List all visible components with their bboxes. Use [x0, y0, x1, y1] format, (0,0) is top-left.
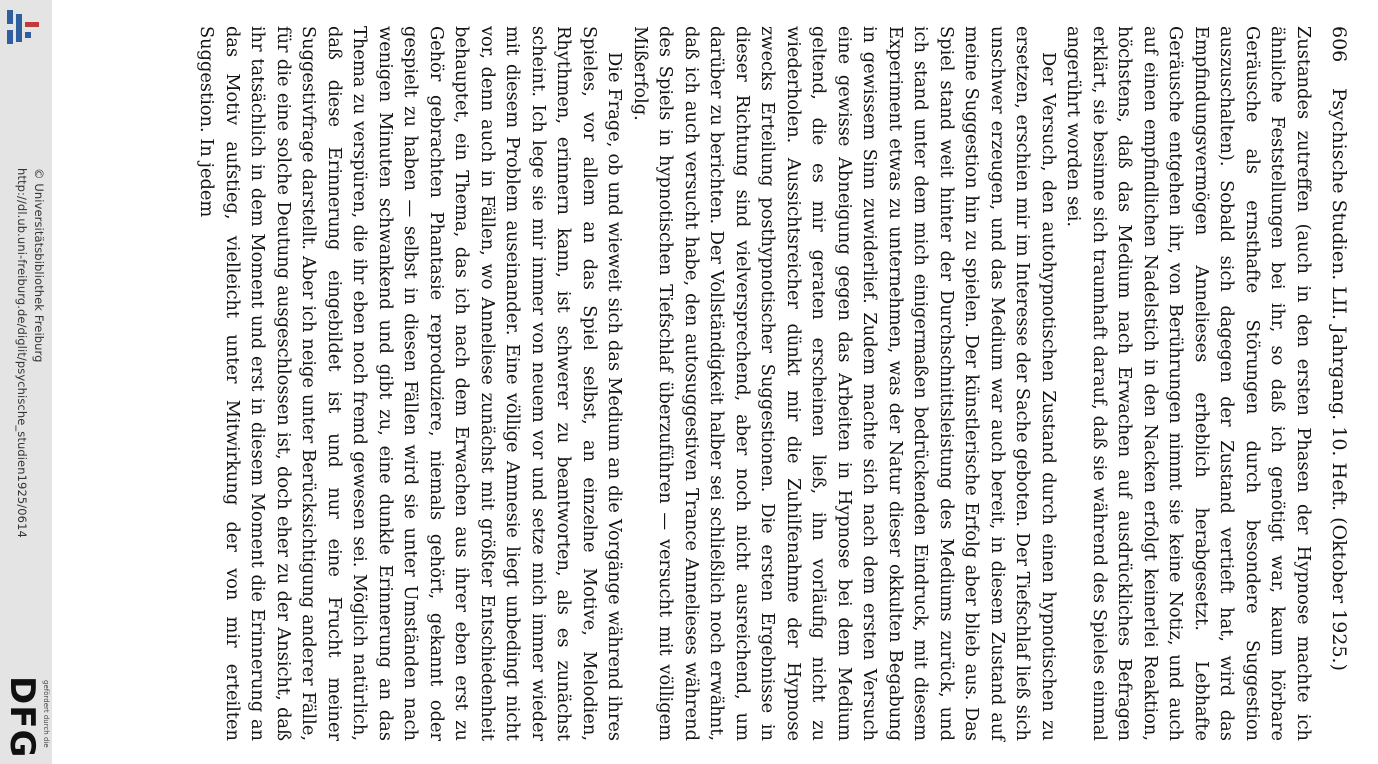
running-title: Psychische Studien. LII. Jahrgang. 10. Heft. (Oktober 1925.) — [1328, 88, 1350, 671]
copyright-text: © Universitätsbibliothek Freiburg — [32, 168, 46, 363]
dfg-logo-text: DFG — [2, 676, 42, 759]
funder-logo — [0, 644, 52, 764]
funder-caption: gefördert durch die — [42, 680, 50, 748]
page-content — [70, 26, 1350, 741]
paragraph-1: Zustandes zutreffen (auch in den ersten Phasen der Hypnose machte ich ähnliche Feststellungen bei ihr, so daß ich genötigt war, kaum hörbare Geräusche als ernsthafte Störungen durch besondere Suggestion auszuschalten). Sobald sich dagegen der Zustand vertieft hat, wird das Empfindungsvermögen Annelieses erheblich herabgesetzt. Lebhafte Geräusche entgehen ihr, von Berührungen nimmt sie keine Notiz, und auch auf einen empfindlichen Nadelstich in den Nacken erfolgt keinerlei Reaktion, höchstens, daß das Medium nach Erwachen auf ausdrückliches Befragen erklärt, sie besinne sich traumhaft darauf, daß sie während des Spieles einmal angerührt worden sei. — [1063, 26, 1314, 741]
paragraph-3: Die Frage, ob und wieweit sich das Medium an die Vorgänge während ihres Spieles, vor allem an das Spiel selbst, an einzelne Motive, Melodien, Rhythmen, erinnern kann, ist schwerer zu beantworten, als es zunächst scheint. Ich lege sie mir immer von neuem vor und setze mich immer wieder mit diesem Problem auseinander. Eine völlige Amnesie liegt unbedingt nicht vor, denn auch in Fällen, wo Anneliese zunächst mit größter Entschiedenheit behauptet, ein Thema, das ich nach dem Erwachen aus ihrer eben erst zu Gehör gebrachten Phantasie reproduziere, niemals gehört, gekannt oder gespielt zu haben — selbst in diesen Fällen wird sie unter Umständen nach wenigen Minuten schwankend und gibt zu, eine dunkle Erinnerung an das Thema zu verspüren, die ihr eben noch fremd gewesen sei. Möglich natürlich, daß diese Erinnerung eingebildet ist und nur eine Frucht meiner Suggestivfrage darstellt. Aber ich neige unter Berücksichtigung anderer Fälle, für die eine solche Deutung ausgeschlossen ist, doch eher zu der Ansicht, daß ihr tatsächlich in dem Moment und erst in diesem Moment die Erinnerung an das Motiv aufstieg, vielleicht unter Mitwirkung der von mir erteilten Suggestion. In jedem — [196, 26, 626, 741]
page-number: 606 — [1328, 26, 1350, 63]
library-sidebar — [0, 0, 52, 764]
scanned-page — [52, 0, 1378, 764]
source-url[interactable]: http://dl.ub.uni-freiburg.de/diglit/psychische_studien1925/0614 — [15, 168, 29, 538]
body-text — [194, 26, 1316, 741]
paragraph-2: Der Versuch, den autohypnotischen Zustand durch einen hypnotischen zu ersetzen, erschien mir im Interesse der Sache geboten. Der Tiefschlaf ließ sich unschwer erzeugen, und das Medium war auch bereit, in diesem Zustand auf meine Suggestion hin zu spielen. Der künstlerische Erfolg aber blieb aus. Das Spiel stand weit hinter der Durchschnittsleistung des Mediums zurück, und ich stand unter dem mich einigermaßen bedrückenden Eindruck, mit diesem Experiment etwas zu unternehmen, was der Natur dieser okkulten Begabung in gewissem Sinn zuwiderlief. Zudem machte sich nach dem ersten Versuch eine gewisse Abneigung gegen das Arbeiten in Hypnose bei dem Medium geltend, die es mir geraten erscheinen ließ, ihn vorläufig nicht zu wiederholen. Aussichtsreicher dünkt mir die Zuhilfenahme der Hypnose zwecks Erteilung posthypnotischer Suggestionen. Die ersten Ergebnisse in dieser Richtung sind vielversprechend, aber noch nicht ausreichend, um darüber zu berichten. Der Vollständigkeit halber sei schließlich noch erwähnt, daß ich auch versucht habe, den autosuggestiven Trance Annelieses während des Spiels in hypnotischen Tiefschlaf überzuführen — versucht mit völligem Mißerfolg. — [630, 26, 1059, 741]
page-header — [1316, 26, 1350, 741]
